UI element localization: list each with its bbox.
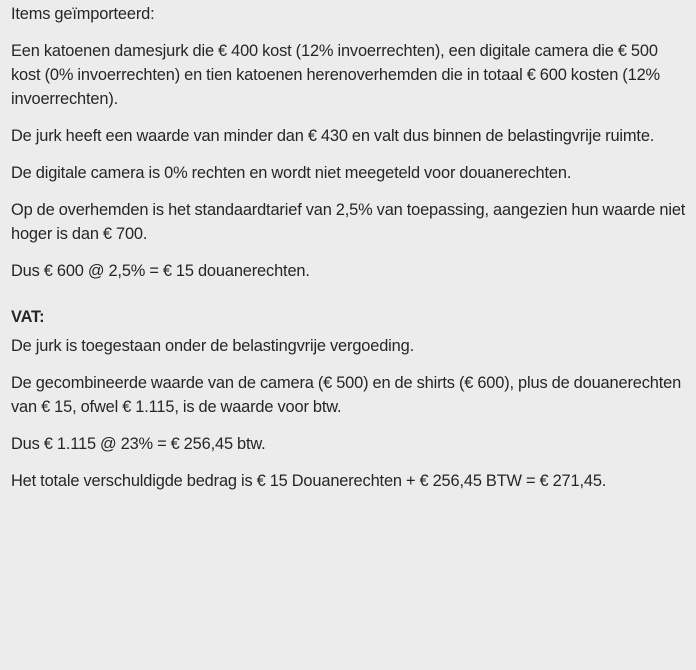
intro-label: Items geïmporteerd: <box>11 5 155 23</box>
duty-calculation: Dus € 600 @ 2,5% = € 15 douanerechten. <box>11 262 310 280</box>
camera-paragraph: De digitale camera is 0% rechten en wordt niet meegeteld voor douanerechten. <box>11 164 572 182</box>
vat-heading: VAT: <box>11 308 45 326</box>
shirts-paragraph: Op de overhemden is het standaardtarief van 2,5% van toepassing, aangezien hun waarde niet hoger is dan € 700. <box>11 201 686 243</box>
dress-paragraph: De jurk heeft een waarde van minder dan € 430 en valt dus binnen de belastingvrije ruimte. <box>11 127 655 145</box>
items-paragraph: Een katoenen damesjurk die € 400 kost (12% invoerrechten), een digitale camera die € 500 kost (0% invoerrechten) en tien katoenen herenoverhemden die in totaal € 600 kosten (12% invoerrechten). <box>11 42 660 108</box>
vat-combined-paragraph: De gecombineerde waarde van de camera (€ 500) en de shirts (€ 600), plus de douanerechten van € 15, ofwel € 1.115, is de waarde voor btw. <box>11 374 682 416</box>
total-paragraph: Het totale verschuldigde bedrag is € 15 Douanerechten + € 256,45 BTW = € 271,45. <box>11 472 607 490</box>
vat-dress-paragraph: De jurk is toegestaan onder de belastingvrije vergoeding. <box>11 337 415 355</box>
vat-calculation: Dus € 1.115 @ 23% = € 256,45 btw. <box>11 435 266 453</box>
